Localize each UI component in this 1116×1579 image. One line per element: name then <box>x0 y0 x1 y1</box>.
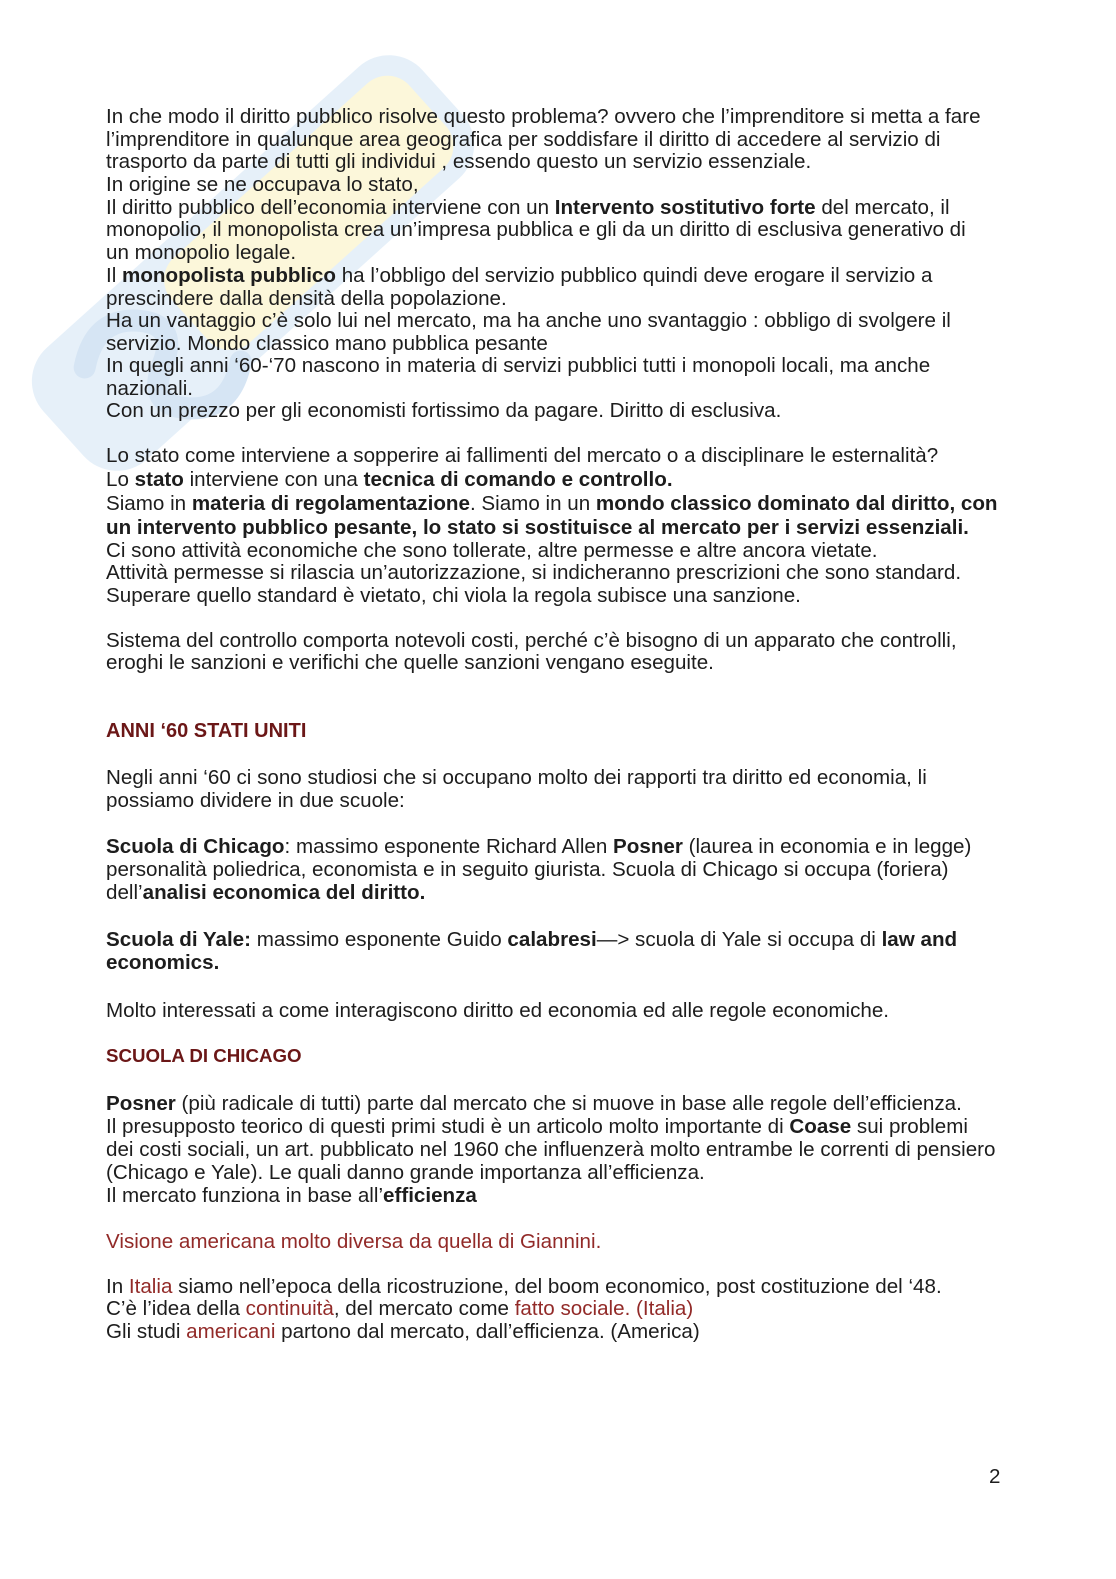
text-line <box>106 399 781 422</box>
bold-term: calabresi <box>507 928 597 951</box>
text-line <box>106 264 932 287</box>
text-line <box>106 766 927 789</box>
highlighted-term: Italia <box>128 1275 173 1298</box>
body-text: partono dal mercato, dall’efficienza. (America) <box>275 1320 700 1343</box>
body-text: Attività permesse si rilascia un’autorizzazione, si indicheranno prescrizioni che sono standard. <box>106 561 962 584</box>
body-text: (più radicale di tutti) parte dal mercato che si muove in base alle regole dell’efficienza. <box>175 1092 962 1115</box>
body-text: In <box>106 1275 129 1298</box>
body-text: Gli studi <box>106 1320 187 1343</box>
text-line <box>106 468 673 491</box>
text-line <box>106 150 811 173</box>
body-text: (Chicago e Yale). Le quali danno grande importanza all’efficienza. <box>106 1161 705 1184</box>
body-text: Lo stato come interviene a sopperire ai fallimenti del mercato o a disciplinare le esternalità? <box>106 444 939 467</box>
body-text: , del mercato come <box>333 1297 515 1320</box>
text-line <box>106 858 949 881</box>
bold-term: stato <box>134 468 184 491</box>
body-text: Lo <box>106 468 135 491</box>
text-line <box>106 1320 700 1343</box>
body-text: Ci sono attività economiche che sono tollerate, altre permesse e altre ancora vietate. <box>106 539 878 562</box>
body-text: dell’ <box>106 881 143 904</box>
bold-term: law and <box>881 928 958 951</box>
bold-term: tecnica di comando e controllo. <box>363 468 673 491</box>
text-line <box>106 196 950 219</box>
text-line <box>106 377 193 400</box>
bold-term: materia di regolamentazione <box>191 492 470 515</box>
page-number: 2 <box>989 1465 1001 1488</box>
body-text: massimo esponente Guido <box>250 928 508 951</box>
text-line <box>106 584 801 607</box>
text-line <box>106 516 969 539</box>
body-text: trasporto da parte di tutti gli individui , essendo questo un servizio essenziale. <box>106 150 812 173</box>
text-line: Molto interessati a come interagiscono diritto ed economia ed alle regole economiche. <box>106 999 889 1022</box>
text-line <box>106 835 971 858</box>
text-line <box>106 539 878 562</box>
bold-term: Posner <box>106 1092 176 1115</box>
body-text: personalità poliedrica, economista e in seguito giurista. Scuola di Chicago si occupa (foriera) <box>106 858 949 881</box>
body-text: Siamo in <box>106 492 192 515</box>
contrast-note: Visione americana molto diversa da quella di Giannini. <box>106 1230 602 1253</box>
text-line <box>106 651 714 674</box>
body-text: Negli anni ‘60 ci sono studiosi che si occupano molto dei rapporti tra diritto ed economia, li <box>106 766 927 789</box>
section-heading-usa: ANNI ‘60 STATI UNITI <box>106 720 307 742</box>
body-text: Il mercato funziona in base all’ <box>106 1184 384 1207</box>
body-text: Il diritto pubblico dell’economia interviene con un <box>106 196 555 219</box>
text-line <box>106 492 998 515</box>
text-line <box>106 1297 693 1320</box>
body-text: (laurea in economia e in legge) <box>682 835 972 858</box>
text-line <box>106 218 966 241</box>
body-text: del mercato, il <box>815 196 950 219</box>
body-text: Superare quello standard è vietato, chi viola la regola subisce una sanzione. <box>106 584 801 607</box>
bold-term: efficienza <box>383 1184 477 1207</box>
body-text: In che modo il diritto pubblico risolve questo problema? ovvero che l’imprenditore si metta a fare <box>106 105 981 128</box>
text-line <box>106 444 938 467</box>
text-line <box>106 1161 705 1184</box>
text-line <box>106 928 957 951</box>
bold-term: Coase <box>789 1115 852 1138</box>
text-line <box>106 629 957 652</box>
body-text: servizio. Mondo classico mano pubblica pesante <box>106 332 548 355</box>
text-line <box>106 1184 477 1207</box>
body-text: un monopolio legale. <box>106 241 297 264</box>
bold-term: un intervento pubblico pesante, lo stato si sostituisce al mercato per i servizi essenziali. <box>106 516 969 539</box>
text-line <box>106 789 405 812</box>
body-text: C’è l’idea della <box>106 1297 246 1320</box>
text-line <box>106 1138 995 1161</box>
body-text: Con un prezzo per gli economisti fortissimo da pagare. Diritto di esclusiva. <box>106 399 782 422</box>
body-text: . Siamo in un <box>469 492 596 515</box>
body-text: prescindere dalla densità della popolazione. <box>106 287 507 310</box>
body-text: monopolio, il monopolista crea un’impresa pubblica e gli da un diritto di esclusiva generativo di <box>106 218 966 241</box>
highlighted-term: continuità <box>245 1297 334 1320</box>
body-text: sui problemi <box>851 1115 968 1138</box>
text-line <box>106 105 981 128</box>
body-text: dei costi sociali, un art. pubblicato nel 1960 che influenzerà molto entrambe le correnti di pensiero <box>106 1138 996 1161</box>
bold-term: monopolista pubblico <box>122 264 336 287</box>
text-line <box>106 128 941 151</box>
bold-term: analisi economica del diritto. <box>142 881 426 904</box>
body-text: In quegli anni ‘60-‘70 nascono in materia di servizi pubblici tutti i monopoli locali, ma anche <box>106 354 931 377</box>
highlighted-term: americani <box>186 1320 276 1343</box>
text-line <box>106 173 419 196</box>
text-line <box>106 881 425 904</box>
text-line <box>106 561 961 584</box>
bold-term: Posner <box>613 835 683 858</box>
body-text: —> scuola di Yale si occupa di <box>596 928 882 951</box>
text-line <box>106 241 296 264</box>
text-line <box>106 951 219 974</box>
text-line <box>106 1275 942 1298</box>
body-text: l’imprenditore in qualunque area geografica per soddisfare il diritto di accedere al servizio di <box>106 128 941 151</box>
text-line <box>106 1092 962 1115</box>
body-text: : massimo esponente Richard Allen <box>284 835 614 858</box>
body-text: Sistema del controllo comporta notevoli costi, perché c’è bisogno di un apparato che controlli, <box>106 629 957 652</box>
bold-term: Scuola di Chicago <box>106 835 285 858</box>
text-line <box>106 332 548 355</box>
body-text: ha l’obbligo del servizio pubblico quindi deve erogare il servizio a <box>335 264 933 287</box>
text-line <box>106 354 930 377</box>
body-text: Ha un vantaggio c’è solo lui nel mercato, ma ha anche uno svantaggio : obbligo di svolgere il <box>106 309 951 332</box>
body-text: possiamo dividere in due scuole: <box>106 789 405 812</box>
highlighted-term: fatto sociale. (Italia) <box>514 1297 694 1320</box>
bold-term: Scuola di Yale: <box>106 928 251 951</box>
body-text: Il <box>106 264 123 287</box>
bold-term: mondo classico dominato dal diritto, con <box>595 492 998 515</box>
text-line <box>106 287 507 310</box>
text-line <box>106 309 951 332</box>
body-text: eroghi le sanzioni e verifichi che quelle sanzioni vengano eseguite. <box>106 651 714 674</box>
body-text: Il presupposto teorico di questi primi studi è un articolo molto importante di <box>106 1115 790 1138</box>
bold-term: Intervento sostitutivo forte <box>554 196 816 219</box>
body-text: nazionali. <box>106 377 194 400</box>
body-text: In origine se ne occupava lo stato, <box>106 173 419 196</box>
body-text: interviene con una <box>183 468 364 491</box>
body-text: siamo nell’epoca della ricostruzione, del boom economico, post costituzione del ‘48. <box>172 1275 942 1298</box>
section-heading-chicago: SCUOLA DI CHICAGO <box>106 1045 302 1066</box>
bold-term: economics. <box>106 951 220 974</box>
text-line <box>106 1115 968 1138</box>
